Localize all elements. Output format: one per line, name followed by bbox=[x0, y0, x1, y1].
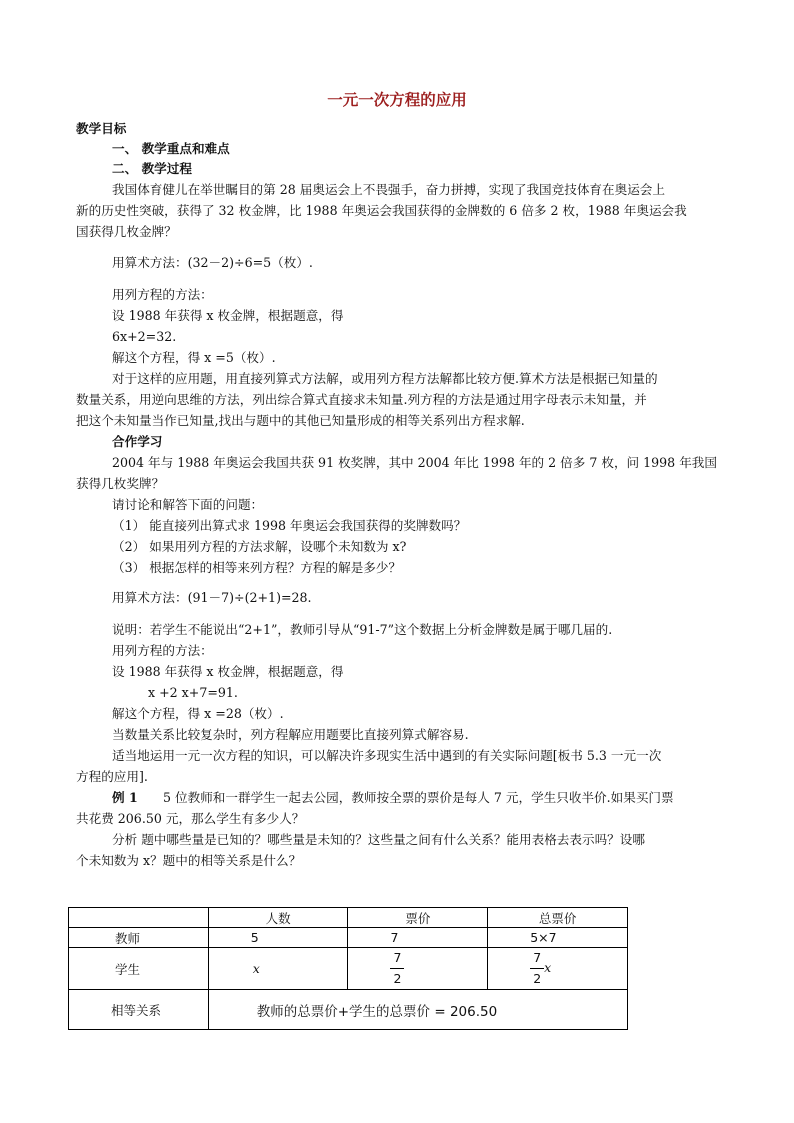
paragraph-line: 获得几枚奖牌？ bbox=[76, 476, 165, 491]
fraction-denominator: 2 bbox=[393, 971, 402, 986]
table-cell bbox=[488, 948, 628, 990]
analysis-text: 分析 题中哪些量是已知的？哪些量是未知的？这些量之间有什么关系？能用表格去表示吗？设哪 bbox=[112, 832, 645, 847]
variable-x: x bbox=[544, 960, 552, 975]
paragraph-line: 请讨论和解答下面的问题： bbox=[112, 497, 264, 512]
note-line: 说明：若学生不能说出“2+1”，教师引导从“91-7”这个数据上分析金牌数是属于哪几届的. bbox=[112, 622, 613, 637]
table-row bbox=[69, 928, 628, 948]
table-cell bbox=[348, 948, 488, 990]
paragraph-line: 把这个未知量当作已知量,找出与题中的其他已知量形成的相等关系列出方程求解. bbox=[76, 413, 525, 428]
arithmetic-method: 用算术方法：(91－7)÷(2+1)=28. bbox=[112, 590, 312, 605]
example-text: 5 位教师和一群学生一起去公园，教师按全票的票价是每人 7 元，学生只收半价.如果买门票 bbox=[163, 790, 674, 805]
analysis-text: 个未知数为 x？题中的相等关系是什么？ bbox=[76, 853, 302, 868]
table-cell: 学生 bbox=[69, 948, 209, 990]
table-cell: 7 bbox=[348, 928, 488, 948]
example-text: 共花费 206.50 元，那么学生有多少人？ bbox=[76, 811, 305, 826]
equation: x +2 x+7=91. bbox=[148, 685, 238, 700]
section-heading-goals: 教学目标 bbox=[76, 121, 127, 136]
paragraph-line: 2004 年与 1988 年奥运会我国共获 91 枚奖牌，其中 2004 年比 1998 年的 2 倍多 7 枚，问 1998 年我国 bbox=[112, 455, 717, 470]
fraction bbox=[390, 950, 404, 987]
equation-method-label: 用列方程的方法： bbox=[112, 643, 213, 658]
paragraph-line: 当数量关系比较复杂时，列方程解应用题要比直接列算式解容易. bbox=[112, 727, 469, 742]
section-heading-cooperative: 合作学习 bbox=[112, 434, 163, 449]
paragraph-line: 国获得几枚金牌？ bbox=[76, 224, 177, 239]
table-header-cell: 票价 bbox=[348, 908, 488, 928]
table-header-cell: 人数 bbox=[208, 908, 348, 928]
table-cell: 教师 bbox=[69, 928, 209, 948]
question-item-2: （2） 如果用列方程的方法求解，设哪个未知数为 x? bbox=[112, 539, 407, 554]
paragraph-line: 对于这样的应用题，用直接列算式方法解，或用列方程方法解都比较方便.算术方法是根据已知量的 bbox=[112, 371, 658, 386]
ticket-table bbox=[68, 907, 628, 1030]
solution-line: 解这个方程，得 x =28（枚）. bbox=[112, 706, 284, 721]
paragraph-line: 设 1988 年获得 x 枚金牌，根据题意，得 bbox=[112, 308, 344, 323]
table-header-cell bbox=[69, 908, 209, 928]
paragraph-line: 方程的应用]. bbox=[76, 769, 148, 784]
table-cell: 相等关系 bbox=[69, 990, 209, 1030]
table-row bbox=[69, 948, 628, 990]
paragraph-line: 新的历史性突破，获得了 32 枚金牌，比 1988 年奥运会我国获得的金牌数的 6 倍多 2 枚，1988 年奥运会我 bbox=[76, 203, 687, 218]
table-cell bbox=[208, 948, 348, 990]
equation-method-label: 用列方程的方法： bbox=[112, 287, 213, 302]
arithmetic-method: 用算术方法：(32－2)÷6=5（枚）. bbox=[112, 255, 313, 270]
table-row bbox=[69, 990, 628, 1030]
paragraph-line: 数量关系，用逆向思维的方法，列出综合算式直接求未知量.列方程的方法是通过用字母表示未知量，并 bbox=[76, 392, 647, 407]
solution-line: 解这个方程，得 x =5（枚）. bbox=[112, 350, 276, 365]
table-cell-relation: 教师的总票价+学生的总票价 = 206.50 bbox=[208, 990, 627, 1030]
table-header-cell: 总票价 bbox=[488, 908, 628, 928]
equation: 6x+2=32. bbox=[112, 329, 177, 344]
question-item-3: （3） 根据怎样的相等来列方程？方程的解是多少？ bbox=[112, 560, 402, 575]
variable-x: x bbox=[252, 961, 260, 976]
section-heading-process: 二、 教学过程 bbox=[112, 161, 192, 176]
table-header-row bbox=[69, 908, 628, 928]
section-heading-key-points: 一、 教学重点和难点 bbox=[112, 141, 230, 156]
example-label: 例 1 bbox=[112, 790, 138, 805]
paragraph-line: 适当地运用一元一次方程的知识，可以解决许多现实生活中遇到的有关实际问题[板书 5.3 一元一次 bbox=[112, 748, 662, 763]
fraction-numerator: 7 bbox=[530, 950, 544, 969]
paragraph-line: 我国体育健儿在举世瞩目的第 28 届奥运会上不畏强手，奋力拼搏，实现了我国竞技体育在奥运会上 bbox=[112, 182, 665, 197]
paragraph-line: 设 1988 年获得 x 枚金牌，根据题意，得 bbox=[112, 664, 344, 679]
question-item-1: （1） 能直接列出算式求 1998 年奥运会我国获得的奖牌数吗？ bbox=[112, 518, 467, 533]
table-cell: 5 bbox=[208, 928, 348, 948]
page-title: 一元一次方程的应用 bbox=[327, 90, 467, 109]
table-cell: 5×7 bbox=[488, 928, 628, 948]
fraction bbox=[530, 950, 544, 987]
fraction-numerator: 7 bbox=[390, 950, 404, 969]
fraction-denominator: 2 bbox=[533, 971, 542, 986]
